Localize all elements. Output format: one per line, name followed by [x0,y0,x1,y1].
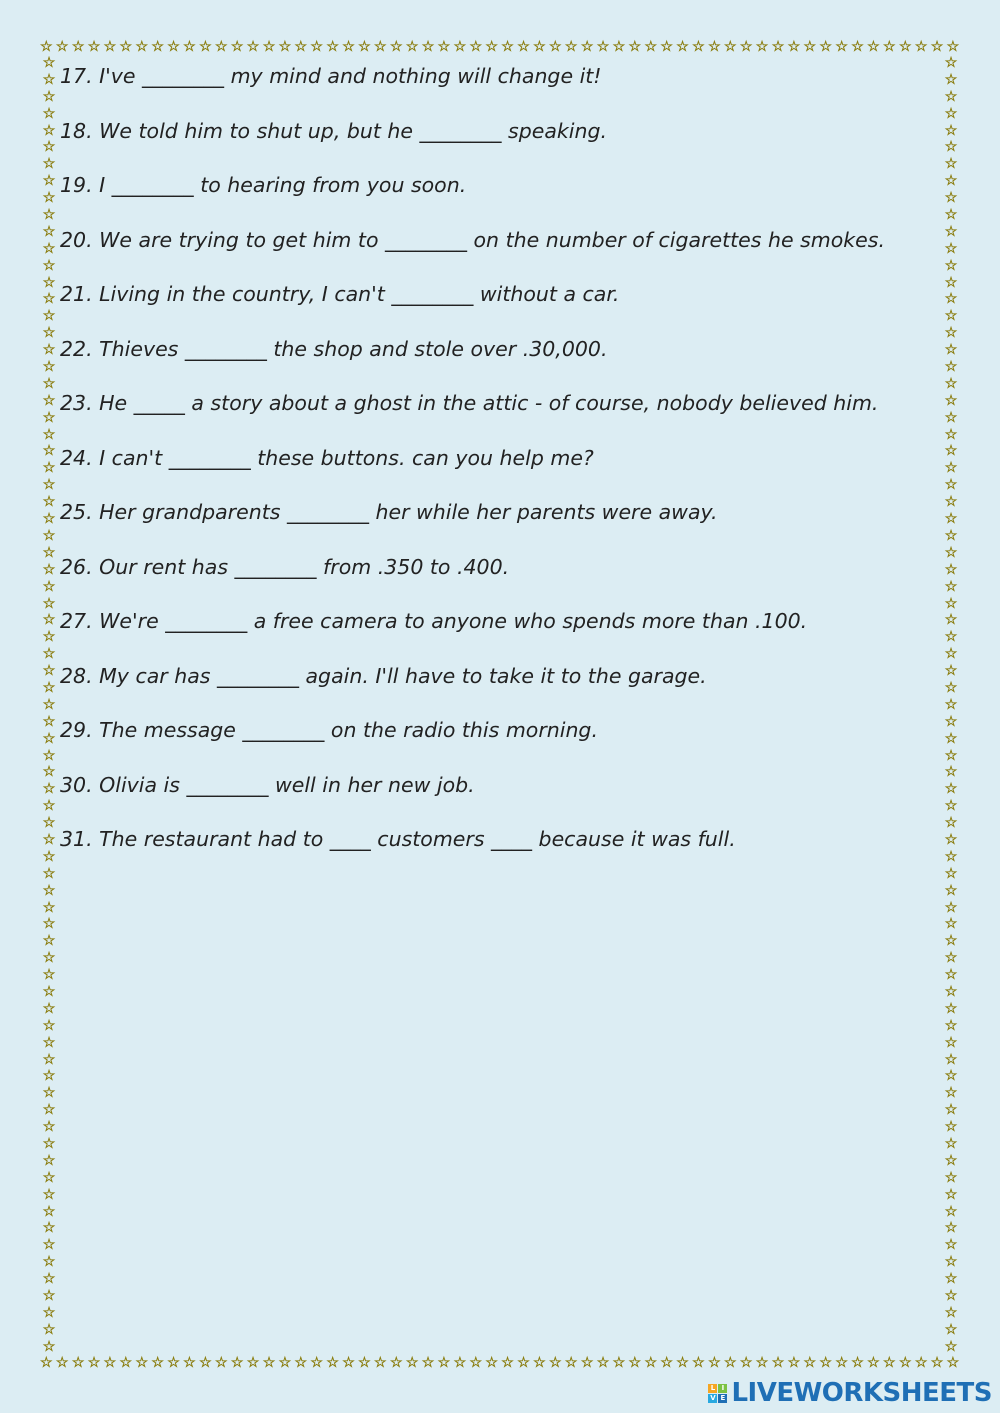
question-17: 17. I've ________ my mind and nothing will change it! [60,64,602,88]
star-icon: ☆ [42,1338,56,1354]
star-icon: ☆ [42,950,56,967]
question-23: 23. He _____ a story about a ghost in the attic - of course, nobody believed him. [60,391,879,415]
star-icon: ☆ [944,1220,958,1237]
star-icon: ☆ [944,511,958,528]
star-icon: ☆ [644,1355,657,1371]
star-icon: ☆ [42,798,56,815]
logo-mark-letter: V [710,1393,716,1402]
star-icon: ☆ [944,71,958,88]
star-icon: ☆ [42,578,56,595]
star-icon: ☆ [944,916,958,933]
star-icon: ☆ [42,274,56,291]
star-icon: ☆ [944,781,958,798]
star-icon: ☆ [42,409,56,426]
star-icon: ☆ [944,291,958,308]
star-icon: ☆ [42,1136,56,1152]
logo-mark-icon [708,1384,727,1403]
star-icon: ☆ [358,1355,371,1371]
star-icon: ☆ [944,1169,958,1186]
star-icon: ☆ [944,257,958,274]
star-icon: ☆ [42,730,56,747]
star-border-bottom [40,1354,960,1372]
star-icon: ☆ [596,39,610,55]
star-icon: ☆ [898,39,912,55]
star-icon: ☆ [42,1237,56,1254]
star-icon: ☆ [40,39,53,55]
star-icon: ☆ [326,1355,339,1371]
star-icon: ☆ [944,882,958,899]
star-icon: ☆ [944,1068,958,1085]
star-icon: ☆ [835,1355,848,1371]
star-icon: ☆ [692,1355,705,1371]
star-icon: ☆ [819,1355,832,1371]
star-icon: ☆ [437,39,451,55]
star-icon: ☆ [930,39,944,55]
star-icon: ☆ [42,527,56,544]
star-icon: ☆ [944,409,958,426]
star-icon: ☆ [944,1136,958,1152]
star-icon: ☆ [549,1355,562,1371]
star-icon: ☆ [835,39,848,55]
star-icon: ☆ [42,1254,56,1271]
star-icon: ☆ [944,1186,958,1203]
star-icon: ☆ [262,39,276,55]
star-icon: ☆ [42,612,56,629]
star-icon: ☆ [42,882,56,899]
star-icon: ☆ [930,1355,944,1371]
star-icon: ☆ [389,39,403,55]
star-icon: ☆ [42,257,56,274]
star-icon: ☆ [230,39,244,55]
star-icon: ☆ [374,39,387,55]
star-icon: ☆ [771,39,785,55]
star-icon: ☆ [723,39,737,55]
star-icon: ☆ [135,1355,148,1371]
star-icon: ☆ [230,1355,244,1371]
star-icon: ☆ [944,713,958,730]
star-icon: ☆ [944,308,958,325]
star-icon: ☆ [676,1355,689,1371]
star-icon: ☆ [87,39,101,55]
star-icon: ☆ [42,696,56,713]
star-icon: ☆ [42,933,56,950]
star-icon: ☆ [42,1034,56,1051]
star-icon: ☆ [944,494,958,511]
star-icon: ☆ [944,342,958,359]
star-icon: ☆ [342,1355,355,1371]
star-icon: ☆ [42,781,56,798]
star-icon: ☆ [883,1355,896,1371]
star-icon: ☆ [42,1000,56,1017]
star-icon: ☆ [71,39,85,55]
star-icon: ☆ [42,1152,56,1169]
star-icon: ☆ [42,460,56,477]
star-icon: ☆ [944,865,958,882]
star-icon: ☆ [358,39,371,55]
star-icon: ☆ [944,612,958,629]
star-icon: ☆ [42,443,56,460]
star-icon: ☆ [914,1355,928,1371]
star-icon: ☆ [42,173,56,190]
star-icon: ☆ [944,646,958,663]
question-list [60,58,940,876]
star-icon: ☆ [944,1034,958,1051]
star-icon: ☆ [944,815,958,832]
star-icon: ☆ [660,39,673,55]
star-icon: ☆ [739,39,753,55]
star-icon: ☆ [42,88,56,105]
star-icon: ☆ [151,1355,164,1371]
star-icon: ☆ [42,1321,56,1338]
star-icon: ☆ [944,1304,958,1321]
star-icon: ☆ [42,1288,56,1305]
star-icon: ☆ [42,342,56,359]
star-icon: ☆ [787,1355,801,1371]
question-28: 28. My car has ________ again. I'll have to take it to the garage. [60,663,707,688]
star-icon: ☆ [42,477,56,494]
star-icon: ☆ [246,1355,260,1371]
star-icon: ☆ [944,798,958,815]
star-icon: ☆ [42,1051,56,1068]
star-icon: ☆ [42,1169,56,1186]
star-icon: ☆ [42,308,56,325]
star-icon: ☆ [262,1355,276,1371]
star-icon: ☆ [944,105,958,122]
star-icon: ☆ [183,1355,196,1371]
question-21: 21. Living in the country, I can't ________ without a car. [60,282,620,306]
star-icon: ☆ [944,899,958,916]
star-icon: ☆ [944,561,958,578]
star-icon: ☆ [167,1355,180,1371]
star-icon: ☆ [42,1068,56,1085]
star-border-right [942,56,960,1354]
star-icon: ☆ [883,39,896,55]
star-icon: ☆ [469,1355,483,1371]
star-icon: ☆ [944,1017,958,1034]
star-icon: ☆ [326,39,339,55]
star-icon: ☆ [944,460,958,477]
star-icon: ☆ [944,831,958,848]
star-icon: ☆ [944,663,958,680]
star-icon: ☆ [42,561,56,578]
star-icon: ☆ [119,39,133,55]
star-icon: ☆ [944,679,958,696]
star-icon: ☆ [944,1119,958,1136]
star-icon: ☆ [944,730,958,747]
star-icon: ☆ [944,933,958,950]
star-icon: ☆ [42,511,56,528]
star-icon: ☆ [612,1355,626,1371]
star-icon: ☆ [944,56,958,71]
star-icon: ☆ [867,1355,880,1371]
star-icon: ☆ [944,477,958,494]
star-icon: ☆ [42,1203,56,1220]
question-19: 19. I ________ to hearing from you soon. [60,173,467,197]
star-icon: ☆ [42,967,56,984]
star-icon: ☆ [453,39,467,55]
star-icon: ☆ [405,39,419,55]
star-icon: ☆ [310,1355,323,1371]
star-icon: ☆ [533,39,546,55]
star-icon: ☆ [119,1355,133,1371]
star-icon: ☆ [944,88,958,105]
star-icon: ☆ [294,39,308,55]
star-icon: ☆ [676,39,689,55]
star-icon: ☆ [803,39,817,55]
star-icon: ☆ [103,39,117,55]
star-icon: ☆ [944,950,958,967]
star-icon: ☆ [42,139,56,156]
liveworksheets-logo[interactable] [708,1374,992,1412]
star-icon: ☆ [944,629,958,646]
star-icon: ☆ [485,39,498,55]
star-icon: ☆ [944,392,958,409]
star-icon: ☆ [421,1355,435,1371]
star-icon: ☆ [944,1085,958,1102]
star-icon: ☆ [723,1355,737,1371]
star-icon: ☆ [42,359,56,376]
star-icon: ☆ [944,1321,958,1338]
logo-mark-letter: L [708,1384,717,1393]
logo-mark-letter: E [718,1394,727,1403]
star-icon: ☆ [42,1271,56,1288]
star-icon: ☆ [517,39,530,55]
star-icon: ☆ [564,39,578,55]
star-icon: ☆ [42,747,56,764]
star-icon: ☆ [944,1338,958,1354]
question-20: 20. We are trying to get him to ________ on the number of cigarettes he smokes. [60,227,885,252]
star-icon: ☆ [42,629,56,646]
star-icon: ☆ [946,39,960,55]
star-icon: ☆ [42,105,56,122]
star-icon: ☆ [42,325,56,342]
star-icon: ☆ [135,39,148,55]
star-icon: ☆ [310,39,323,55]
star-icon: ☆ [42,815,56,832]
star-icon: ☆ [42,983,56,1000]
star-icon: ☆ [944,426,958,443]
star-icon: ☆ [944,1254,958,1271]
star-icon: ☆ [944,967,958,984]
star-icon: ☆ [501,39,514,55]
star-icon: ☆ [42,1085,56,1102]
star-icon: ☆ [944,1152,958,1169]
star-icon: ☆ [708,1355,721,1371]
star-icon: ☆ [167,39,180,55]
star-icon: ☆ [851,39,864,55]
star-icon: ☆ [151,39,164,55]
star-icon: ☆ [42,190,56,207]
star-icon: ☆ [755,39,769,55]
star-icon: ☆ [42,663,56,680]
star-icon: ☆ [803,1355,817,1371]
star-icon: ☆ [42,1220,56,1237]
star-icon: ☆ [214,39,228,55]
logo-mark-letter: I [718,1384,727,1393]
star-icon: ☆ [421,39,435,55]
star-icon: ☆ [660,1355,673,1371]
star-icon: ☆ [596,1355,610,1371]
star-icon: ☆ [42,156,56,173]
star-icon: ☆ [944,1288,958,1305]
star-icon: ☆ [42,544,56,561]
star-icon: ☆ [42,1304,56,1321]
star-icon: ☆ [42,831,56,848]
star-icon: ☆ [55,39,69,55]
star-icon: ☆ [692,39,705,55]
star-icon: ☆ [819,39,832,55]
star-icon: ☆ [453,1355,467,1371]
star-icon: ☆ [739,1355,753,1371]
star-icon: ☆ [944,325,958,342]
star-icon: ☆ [944,274,958,291]
star-icon: ☆ [944,1203,958,1220]
star-icon: ☆ [42,899,56,916]
star-icon: ☆ [898,1355,912,1371]
star-icon: ☆ [42,240,56,257]
star-icon: ☆ [40,1355,53,1371]
star-icon: ☆ [199,39,212,55]
question-25: 25. Her grandparents ________ her while her parents were away. [60,500,718,524]
star-icon: ☆ [628,1355,642,1371]
star-icon: ☆ [42,646,56,663]
star-icon: ☆ [946,1355,960,1371]
star-icon: ☆ [549,39,562,55]
question-26: 26. Our rent has ________ from .350 to .400. [60,554,510,579]
star-icon: ☆ [944,1237,958,1254]
star-icon: ☆ [183,39,196,55]
star-icon: ☆ [42,764,56,781]
star-icon: ☆ [644,39,657,55]
star-icon: ☆ [42,494,56,511]
star-icon: ☆ [944,1000,958,1017]
star-icon: ☆ [71,1355,85,1371]
star-icon: ☆ [628,39,642,55]
star-icon: ☆ [42,595,56,612]
star-icon: ☆ [944,223,958,240]
star-icon: ☆ [103,1355,117,1371]
star-icon: ☆ [42,713,56,730]
star-icon: ☆ [944,173,958,190]
star-icon: ☆ [42,679,56,696]
logo-text: LIVEWORKSHEETS [731,1378,992,1408]
star-border-top [40,38,960,56]
question-29: 29. The message ________ on the radio this morning. [60,718,598,742]
star-icon: ☆ [42,848,56,865]
star-icon: ☆ [867,39,880,55]
star-icon: ☆ [42,207,56,224]
star-icon: ☆ [42,56,56,71]
star-icon: ☆ [199,1355,212,1371]
star-icon: ☆ [374,1355,387,1371]
star-icon: ☆ [787,39,801,55]
star-icon: ☆ [944,848,958,865]
star-icon: ☆ [944,578,958,595]
star-icon: ☆ [42,1017,56,1034]
star-icon: ☆ [42,1119,56,1136]
star-icon: ☆ [944,375,958,392]
star-icon: ☆ [851,1355,864,1371]
star-icon: ☆ [944,764,958,781]
question-18: 18. We told him to shut up, but he ________ speaking. [60,118,608,143]
star-icon: ☆ [944,696,958,713]
star-icon: ☆ [944,1051,958,1068]
star-icon: ☆ [755,1355,769,1371]
star-icon: ☆ [42,122,56,139]
question-31: 31. The restaurant had to ____ customers ____ because it was full. [60,827,736,851]
star-icon: ☆ [42,1102,56,1119]
star-icon: ☆ [342,39,355,55]
star-icon: ☆ [944,747,958,764]
star-icon: ☆ [42,865,56,882]
star-icon: ☆ [944,544,958,561]
question-30: 30. Olivia is ________ well in her new job. [60,772,475,797]
star-icon: ☆ [944,207,958,224]
star-icon: ☆ [708,39,721,55]
star-icon: ☆ [944,156,958,173]
star-icon: ☆ [564,1355,578,1371]
star-icon: ☆ [214,1355,228,1371]
question-27: 27. We're ________ a free camera to anyone who spends more than .100. [60,609,808,633]
star-icon: ☆ [944,359,958,376]
star-icon: ☆ [944,190,958,207]
question-24: 24. I can't ________ these buttons. can you help me? [60,445,594,470]
star-icon: ☆ [278,39,292,55]
star-icon: ☆ [246,39,260,55]
star-icon: ☆ [42,375,56,392]
star-icon: ☆ [944,595,958,612]
star-icon: ☆ [437,1355,451,1371]
star-border-left [40,56,58,1354]
question-22: 22. Thieves ________ the shop and stole over .30,000. [60,336,608,361]
star-icon: ☆ [389,1355,403,1371]
star-icon: ☆ [501,1355,514,1371]
star-icon: ☆ [405,1355,419,1371]
star-icon: ☆ [469,39,483,55]
star-icon: ☆ [944,122,958,139]
star-icon: ☆ [944,1271,958,1288]
star-icon: ☆ [294,1355,308,1371]
star-icon: ☆ [42,223,56,240]
star-icon: ☆ [485,1355,498,1371]
star-icon: ☆ [42,392,56,409]
star-icon: ☆ [55,1355,69,1371]
star-icon: ☆ [517,1355,530,1371]
star-icon: ☆ [87,1355,101,1371]
star-icon: ☆ [42,1186,56,1203]
star-icon: ☆ [42,291,56,308]
star-icon: ☆ [580,39,594,55]
star-icon: ☆ [42,426,56,443]
star-icon: ☆ [42,71,56,88]
star-icon: ☆ [278,1355,292,1371]
star-icon: ☆ [580,1355,594,1371]
star-icon: ☆ [771,1355,785,1371]
star-icon: ☆ [914,39,928,55]
star-icon: ☆ [944,983,958,1000]
star-icon: ☆ [533,1355,546,1371]
star-icon: ☆ [944,527,958,544]
star-icon: ☆ [944,240,958,257]
star-icon: ☆ [612,39,626,55]
star-icon: ☆ [42,916,56,933]
star-icon: ☆ [944,139,958,156]
star-icon: ☆ [944,1102,958,1119]
star-icon: ☆ [944,443,958,460]
